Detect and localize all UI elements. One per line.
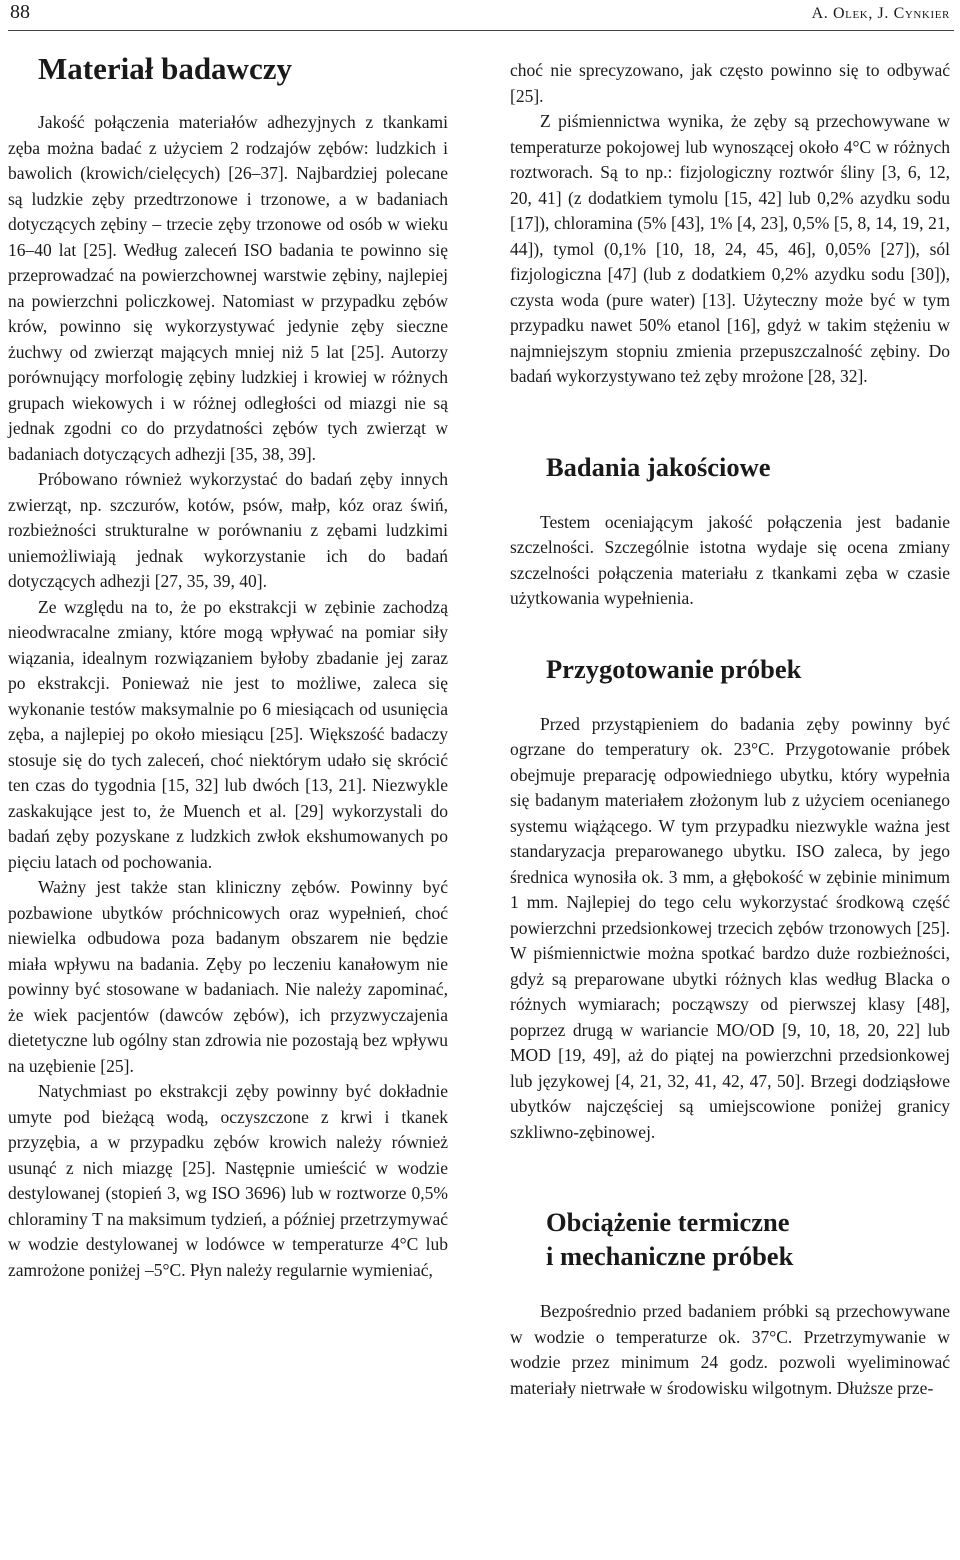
paragraph-post-extraction: Ze względu na to, że po ekstrakcji w zębinie zachodzą nieodwracalne zmiany, które mogą wpływać na pomiar siły wiązania, idealnym rozwiązaniem byłoby zbadanie jej zaraz po ekstrakcji. Ponieważ nie jest to możliwe, zaleca się wykonanie testów maksymalnie po 6 miesiącach od usunięcia zęba, a najlepiej po około miesiącu [25]. Większość badaczy stosuje się do tych zaleceń, choć niektórym udało się skrócić ten czas do tygodnia [15, 32] lub dwóch [13, 21]. Niezwykle zaskakujące jest to, że Muench et al. [29] wykorzystali do badań zęby pozyskane z ludzkich zwłok ekshumowanych po pięciu latach od pochowania. [8, 596, 448, 872]
right-column [510, 58, 950, 1401]
section-heading-quality-tests: Badania jakościowe [546, 451, 771, 482]
section-heading-thermal-mechanical-load [546, 1205, 950, 1273]
paragraph-storage-solutions: Z piśmiennictwa wynika, że zęby są przechowywane w temperaturze pokojowej lub wynoszącej około 4°C w różnych roztworach. Są to np.: fizjologiczny roztwór śliny [3, 6, 12, 20, 41] (z dodatkiem tymolu [15, 42] lub 0,2% azydku sodu [17]), chloramina (5% [43], 1% [4, 23], 0,5% [5, 8, 14, 19, 21, 44]), tymol (0,1% [10, 18, 24, 45, 46], 0,05% [27]), sól fizjologiczna [47] (lub z dodatkiem 0,2% azydku sodu [30]), czysta woda (pure water) [13]. Użyteczny może być w tym przypadku nawet 50% etanol [16], gdyż w takim stężeniu w najmniejszym stopniu zmienia przepuszczalność zębiny. Do badań wykorzystywano też zęby mrożone [28, 32]. [510, 111, 950, 386]
paragraph-cleaning-storage: Natychmiast po ekstrakcji zęby powinny być dokładnie umyte pod bieżącą wodą, oczyszczone z krwi i tkanek przyzębia, a w przypadku zębów krowich należy również usunąć z nich miazgę [25]. Następnie umieścić w wodzie destylowanej (stopień 3, wg ISO 3696) lub w roztworze 0,5% chloraminy T na maksimum tydzień, a później przetrzymywać w wodzie destylowanej w lodówce w temperaturze 4°C lub zamrożone poniżej –5°C. Płyn należy regularnie wymieniać, [8, 1081, 448, 1280]
left-column [8, 52, 448, 1283]
section-heading-sample-prep: Przygotowanie próbek [546, 653, 802, 684]
paragraph-sample-prep: Przed przystąpieniem do badania zęby powinny być ogrzane do temperatury ok. 23°C. Przygotowanie próbek obejmuje preparację odpowiedniego ubytku, który wypełnia się badanym materiałem złożonym lub z użyciem ocenianego systemu wiążącego. W tym przypadku niezwykle ważna jest standaryzacja preparowanego ubytku. ISO zaleca, by jego średnica wynosiła ok. 3 mm, a głębokość w zębinie minimum 1 mm. Najlepiej do tego celu wykorzystać środkową część powierzchni przedsionkowej trzecich zębów trzonowych [25]. W piśmiennictwie można spotkać bardzo duże rozbieżności, gdyż są preparowane ubytki różnych klas według Blacka o różnych wymiarach; począwszy od pierwszej klasy [48], poprzez drugą w wariancie MO/OD [9, 10, 18, 20, 22] lub MOD [19, 49], aż do piątej na powierzchni przedsionkowej lub językowej [4, 21, 32, 41, 42, 47, 50]. Brzegi dodziąsłowe ubytków najczęściej są umiejscowione poniżej granicy szkliwno-zębinowej. [510, 713, 950, 1142]
heading-line-2: i mechaniczne próbek [546, 1241, 794, 1271]
paragraph-clinical-state: Ważny jest także stan kliniczny zębów. Powinny być pozbawione ubytków próchnicowych oraz wypełnień, choć niewielka odbudowa poza badanym obszarem nie będzie miała wpływu na badania. Zęby po leczeniu kanałowym nie powinny być stosowane w badaniach. Nie należy zapominać, że wiek pacjentów (dawców zębów), ich przyzwyczajenia dietetyczne lub ogólny stan zdrowia nie pozostają bez wpływu na uzębienie [25]. [8, 877, 448, 1076]
running-head-authors: A. Olek, J. Cynkier [811, 5, 950, 22]
page-number: 88 [10, 1, 30, 23]
paragraph-thermal-load: Bezpośrednio przed badaniem próbki są przechowywane w wodzie o temperaturze ok. 37°C. Przetrzymywanie w wodzie przez minimum 24 godz. pozwoli wyeliminować materiały nietrwałe w środowisku wilgotnym. Dłuższe prze- [510, 1301, 950, 1398]
heading-line-1: Obciążenie termiczne [546, 1207, 790, 1237]
paragraph-tooth-types: Jakość połączenia materiałów adhezyjnych z tkankami zęba można badać z użyciem 2 rodzajów zębów: ludzkich i bawolich (krowich/cielęcych) [26–37]. Najbardziej polecane są ludzkie zęby przedtrzonowe i trzonowe, a w badaniach dotyczących zębiny – trzecie zęby trzonowe od osób w wieku 16–40 lat [25]. Według zaleceń ISO badania te powinno się przeprowadzać na powierzchownej warstwie zębiny, najlepiej na powierzchni policzkowej. Natomiast w przypadku zębów krów, powinno się wykorzystywać jedynie zęby sieczne żuchwy od zwierząt mających mniej niż 5 lat [25]. Autorzy porównujący morfologię zębiny ludzkiej i krowiej w różnych grupach wiekowych i w różnej odległości od miazgi nie są jednak zgodni co do przydatności zębów tych zwierząt w badaniach dotyczących adhezji [35, 38, 39]. [8, 112, 448, 464]
paragraph-other-animals: Próbowano również wykorzystać do badań zęby innych zwierząt, np. szczurów, kotów, psów, małp, kóz oraz świń, rozbieżności strukturalne w porównaniu z zębami ludzkimi uniemożliwiają jednak wykorzystanie ich do badań dotyczących adhezji [27, 35, 39, 40]. [8, 469, 448, 591]
paragraph-quality-tests: Testem oceniającym jakość połączenia jest badanie szczelności. Szczególnie istotna wydaje się ocena zmiany szczelności połączenia materiału z tkankami zęba w czasie użytkowania wypełnienia. [510, 511, 950, 608]
page-header [8, 0, 954, 31]
paragraph-continuation: choć nie sprecyzowano, jak często powinno się to odbywać [25]. [510, 60, 950, 106]
section-heading-materials: Materiał badawczy [38, 51, 292, 86]
